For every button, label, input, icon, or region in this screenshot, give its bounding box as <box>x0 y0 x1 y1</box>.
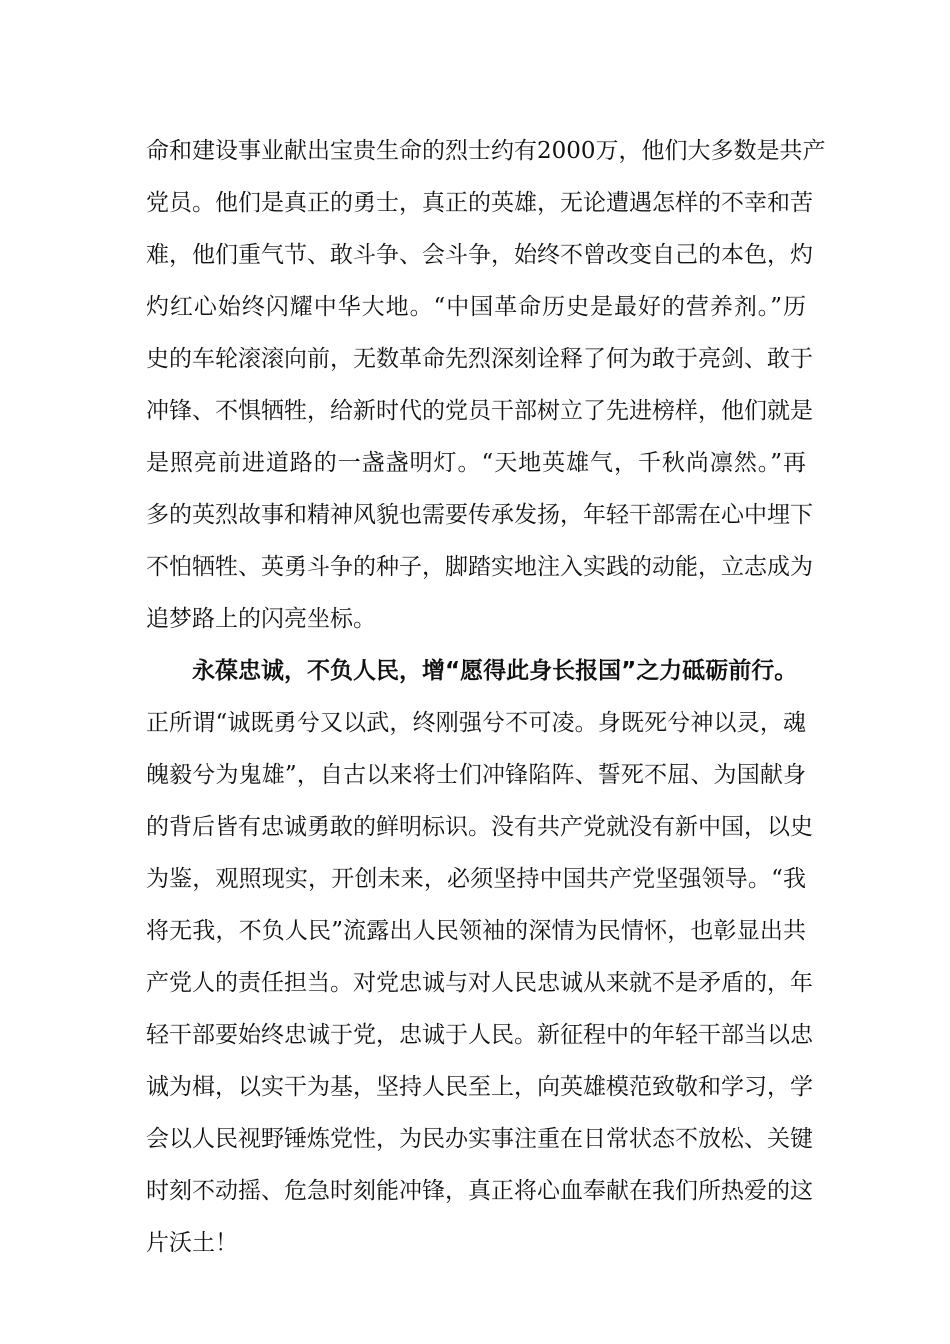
text-line: 史的车轮滚滚向前，无数革命先烈深刻诠释了何为敢于亮剑、敢于 <box>146 346 813 372</box>
text-line: 片沃土！ <box>146 1230 238 1256</box>
text-line: 将无我，不负人民”流露出人民领袖的深情为民情怀，也彰显出共 <box>146 918 806 944</box>
text-line: 产党人的责任担当。对党忠诚与对人民忠诚从来就不是矛盾的，年 <box>146 970 813 996</box>
text-line: 时刻不动摇、危急时刻能冲锋，真正将心血奉献在我们所热爱的这 <box>146 1178 813 1204</box>
text-line: 多的英烈故事和精神风貌也需要传承发扬，年轻干部需在心中埋下 <box>146 502 813 528</box>
section-heading: 永葆忠诚，不负人民，增“愿得此身长报国”之力砥砺前行。 <box>192 658 798 684</box>
text-line: 为鉴，观照现实，开创未来，必须坚持中国共产党坚强领导。“我 <box>146 866 806 892</box>
text-line: 灼红心始终闪耀中华大地。“中国革命历史是最好的营养剂。”历 <box>146 294 806 320</box>
text-line: 诚为楫，以实干为基，坚持人民至上，向英雄模范致敬和学习，学 <box>146 1074 813 1100</box>
text-line: 的背后皆有忠诚勇敢的鲜明标识。没有共产党就没有新中国，以史 <box>146 814 813 840</box>
text-line: 冲锋、不惧牺牲，给新时代的党员干部树立了先进榜样，他们就是 <box>146 398 813 424</box>
text-line: 会以人民视野锤炼党性，为民办实事注重在日常状态不放松、关键 <box>146 1126 813 1152</box>
text-line: 党员。他们是真正的勇士，真正的英雄，无论遭遇怎样的不幸和苦 <box>146 190 813 216</box>
text-line: 轻干部要始终忠诚于党，忠诚于人民。新征程中的年轻干部当以忠 <box>146 1022 813 1048</box>
text-line: 不怕牺牲、英勇斗争的种子，脚踏实地注入实践的动能，立志成为 <box>146 554 813 580</box>
text-line: 是照亮前进道路的一盏盏明灯。“天地英雄气，千秋尚凛然。”再 <box>146 450 806 476</box>
text-line: 正所谓“诚既勇兮又以武，终刚强兮不可凌。身既死兮神以灵，魂 <box>146 710 806 736</box>
text-line: 追梦路上的闪亮坐标。 <box>146 606 376 632</box>
text-line: 命和建设事业献出宝贵生命的烈士约有2000万，他们大多数是共产 <box>146 138 826 164</box>
text-line: 难，他们重气节、敢斗争、会斗争，始终不曾改变自己的本色，灼 <box>146 242 813 268</box>
text-line: 魄毅兮为鬼雄”，自古以来将士们冲锋陷阵、誓死不屈、为国献身 <box>146 762 806 788</box>
